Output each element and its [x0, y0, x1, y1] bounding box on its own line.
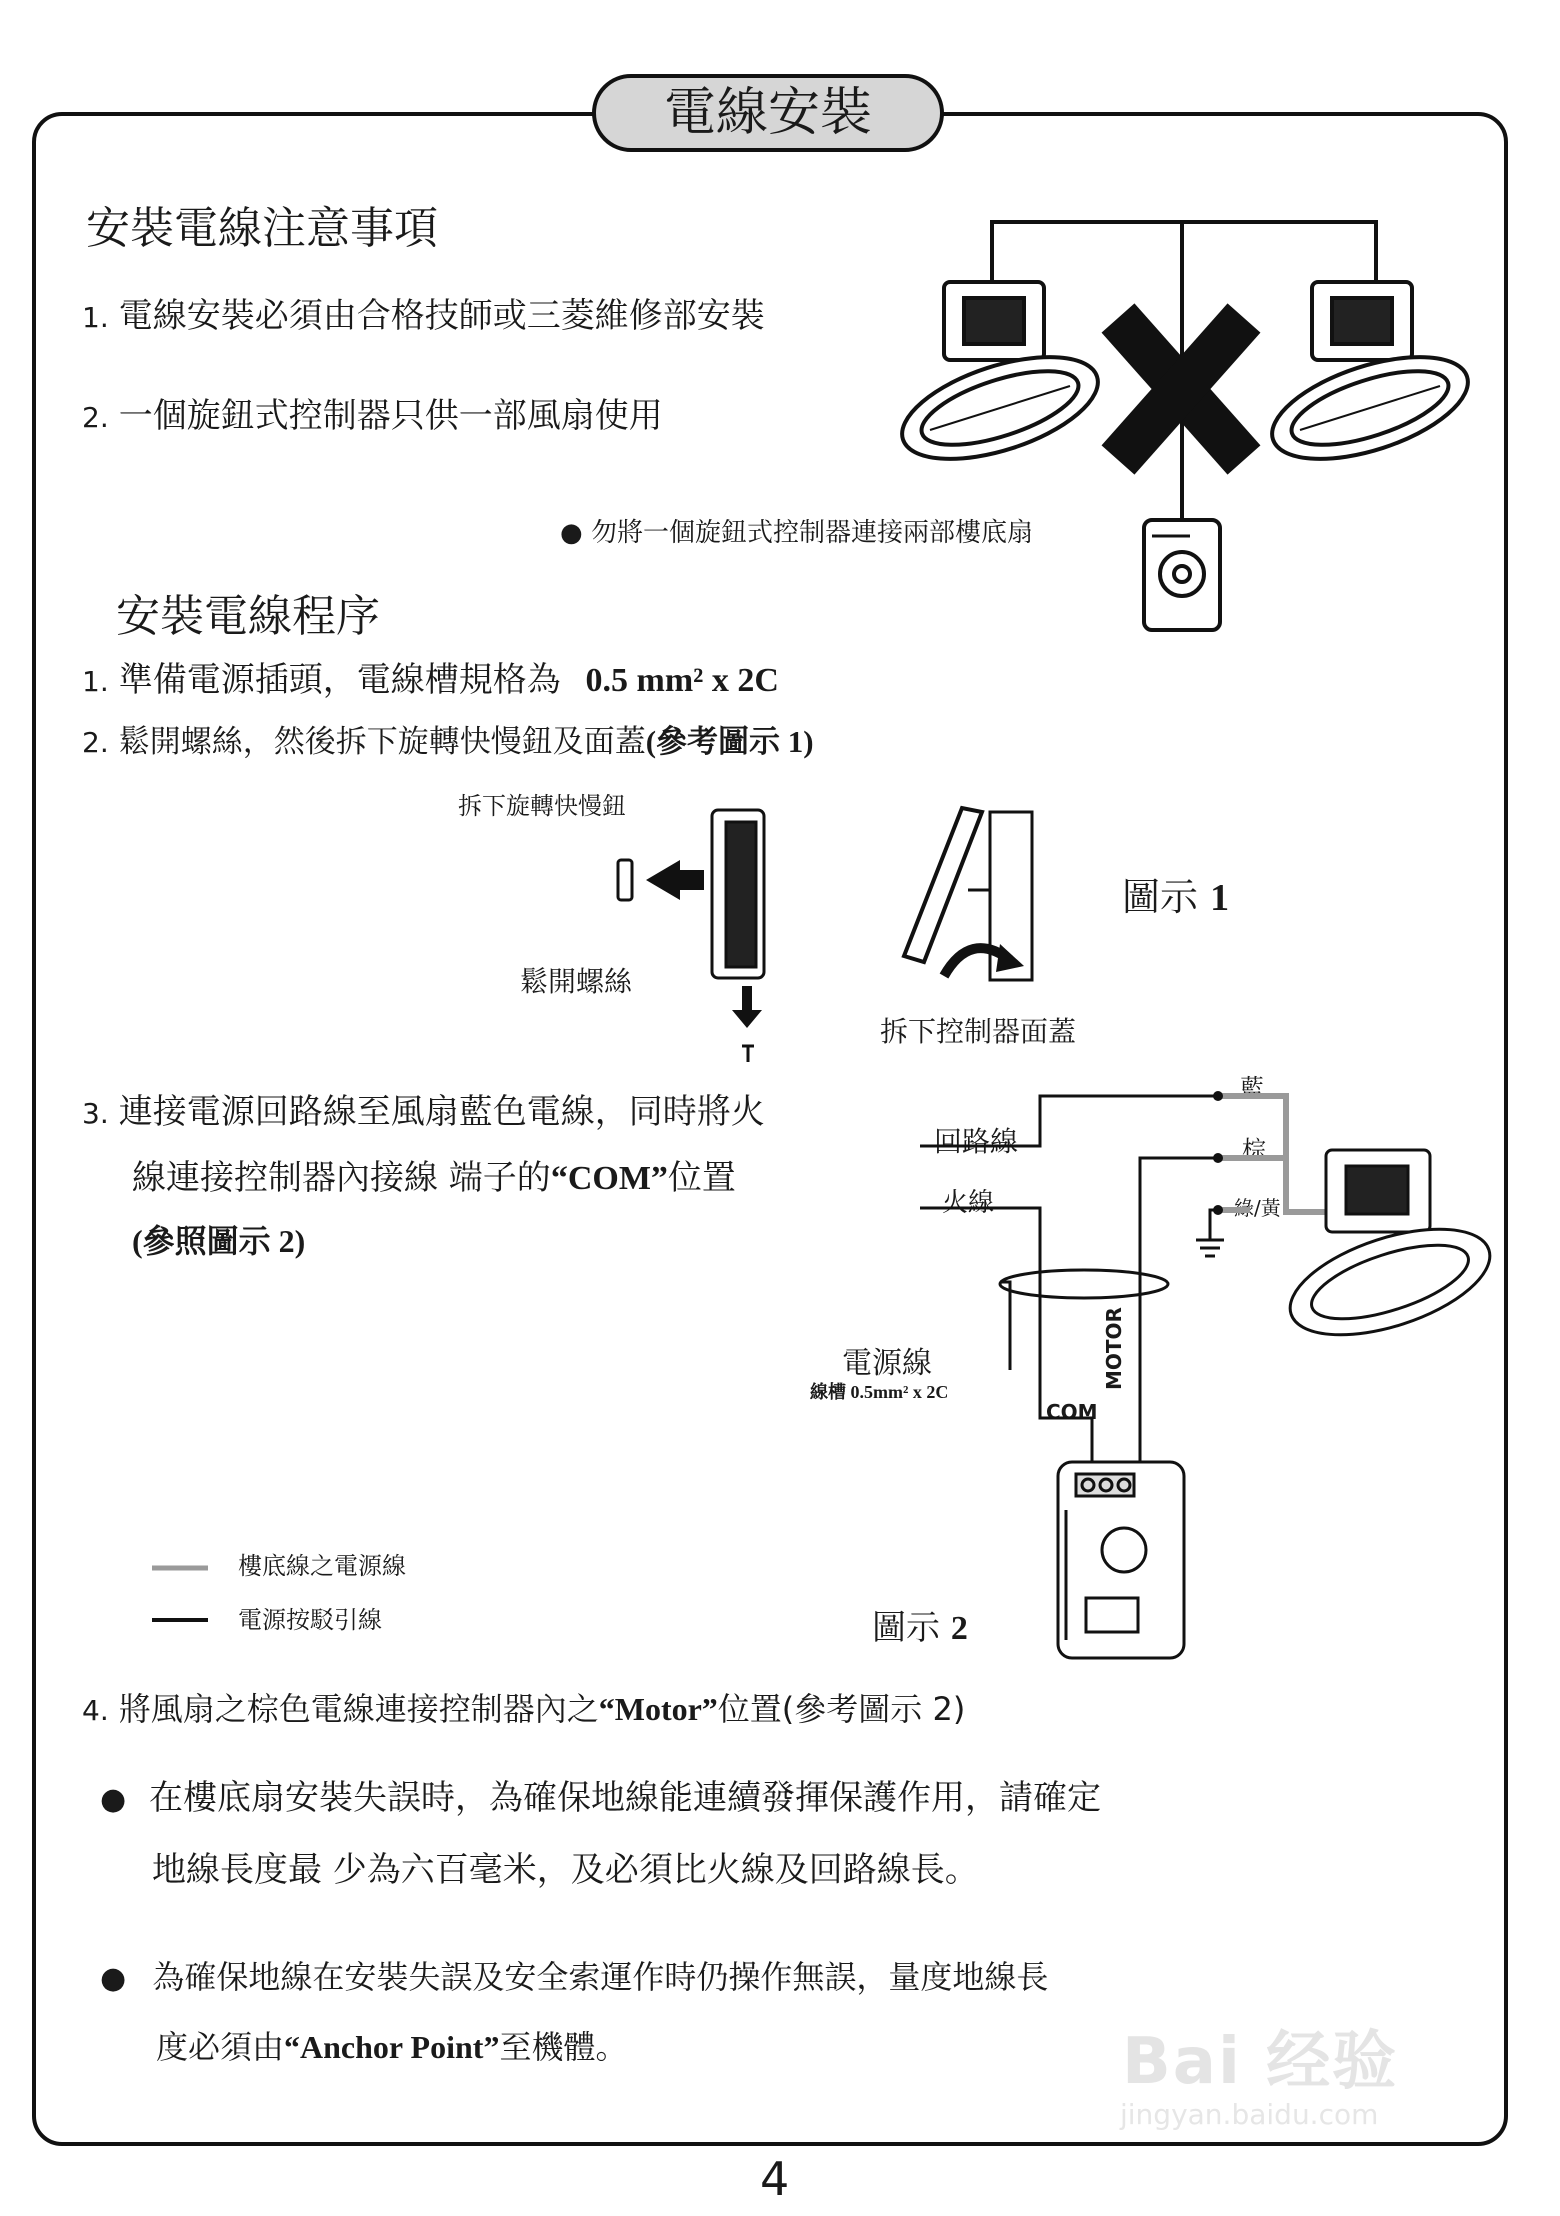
motor-wire: [1140, 1158, 1218, 1470]
anchor-point-label: “Anchor Point”: [284, 2029, 500, 2065]
item-number: 1.: [82, 301, 109, 334]
step-text: 連接電源回路線至風扇藍色電線，同時將火: [118, 1092, 765, 1132]
legend-black-label: 電源按駁引線: [238, 1606, 382, 1634]
figure2-diagram: [920, 1091, 1503, 1658]
note-text: 為確保地線在安裝失誤及安全索運作時仍操作無誤，量度地線長: [152, 1958, 1049, 1996]
com-label: “COM”: [550, 1160, 668, 1197]
note-text: 在樓底扇安裝失誤時，為確保地線能連續發揮保護作用，請確定: [149, 1778, 1101, 1818]
fan-right-icon: [1260, 282, 1480, 479]
cable-spec: 0.5 mm² x 2C: [585, 662, 779, 699]
bullet-icon: ●: [100, 1961, 127, 1996]
section1-heading: 安裝電線注意事項: [86, 203, 438, 254]
note-text: 度必須由: [156, 2028, 285, 2066]
fig2-label-power: 電源線: [842, 1346, 932, 1381]
fig1-label-screw: 鬆開螺絲: [520, 965, 633, 998]
step-ref: 位置(參考圖示 2): [717, 1690, 966, 1728]
step-text: 準備電源插頭，電線槽規格為: [118, 660, 561, 700]
item-text: 一個旋鈕式控制器只供一部風扇使用: [118, 396, 663, 436]
warning-note-text: 勿將一個旋鈕式控制器連接兩部樓底扇: [590, 518, 1033, 548]
page-title: 電線安裝: [592, 74, 944, 152]
bullet-icon: ●: [560, 518, 591, 548]
live-wire: [920, 1208, 1092, 1470]
fig2-label-return: 回路線: [934, 1125, 1019, 1158]
step-text: 將風扇之棕色電線連接控制器內之: [118, 1690, 599, 1728]
section2-heading: 安裝電線程序: [116, 591, 380, 642]
caption-number: 1: [1210, 877, 1230, 919]
controller-icon: [1144, 520, 1220, 630]
note-text: 至機體。: [499, 2028, 628, 2066]
fig1-label-knob: 拆下旋轉快慢鈕: [458, 792, 626, 820]
fig2-label-com: COM: [1046, 1400, 1098, 1424]
dual-fan-diagram: [890, 222, 1480, 630]
cover-icon: [904, 808, 982, 962]
fig2-label-live: 火線: [942, 1188, 995, 1218]
step-text: 線連接控制器內接線 端子的: [132, 1158, 551, 1198]
item-number: 2.: [82, 401, 109, 434]
fan-left-icon: [890, 282, 1110, 479]
fig2-label-conduit: 線槽 0.5mm² x 2C: [810, 1382, 949, 1402]
gray-wire-blue: [1218, 1096, 1338, 1212]
fig2-label-green: 綠/黃: [1234, 1196, 1281, 1220]
motor-label: “Motor”: [598, 1691, 718, 1727]
fig2-label-brown: 棕: [1242, 1136, 1266, 1164]
step-ref: (參考圖示 1): [645, 724, 814, 759]
bullet-icon: ●: [100, 1782, 127, 1817]
legend-gray-label: 樓底線之電源線: [238, 1552, 406, 1580]
step-number: 2.: [82, 726, 109, 759]
controller-internal-icon: [1058, 1462, 1184, 1658]
caption-text: 圖示: [1122, 875, 1199, 919]
arrow-down-icon: [732, 986, 762, 1028]
watermark-logo: Bai 经验: [1122, 2025, 1399, 2099]
step-3-line-3: (參照圖示 2): [132, 1223, 306, 1259]
knob-icon: [618, 860, 632, 900]
arrow-left-icon: [646, 860, 704, 900]
screw-icon: [742, 1046, 754, 1062]
earth-icon: [1196, 1210, 1224, 1256]
caption-text: 圖示: [872, 1608, 940, 1648]
step-number: 4.: [82, 1694, 109, 1727]
item-text: 電線安裝必須由合格技師或三菱維修部安裝: [118, 296, 765, 336]
conduit-icon: [1000, 1270, 1168, 1298]
step-number: 1.: [82, 665, 109, 698]
page-number: 4: [760, 2152, 790, 2206]
step-text: 位置: [667, 1158, 736, 1198]
watermark-url: jingyan.baidu.com: [1120, 2098, 1379, 2131]
return-wire: [920, 1096, 1218, 1146]
fig1-label-cover: 拆下控制器面蓋: [880, 1015, 1077, 1048]
fig2-label-blue: 藍: [1240, 1074, 1264, 1102]
note-1-line-2: 地線長度最 少為六百毫米，及必須比火線及回路線長。: [152, 1850, 979, 1890]
step-text: 鬆開螺絲，然後拆下旋轉快慢鈕及面蓋: [118, 724, 646, 760]
step-number: 3.: [82, 1097, 109, 1130]
figure1-diagram: [618, 808, 1032, 1062]
fig2-label-motor: MOTOR: [1102, 1307, 1126, 1390]
fan-icon: [1277, 1150, 1502, 1356]
caption-number: 2: [950, 1610, 968, 1647]
